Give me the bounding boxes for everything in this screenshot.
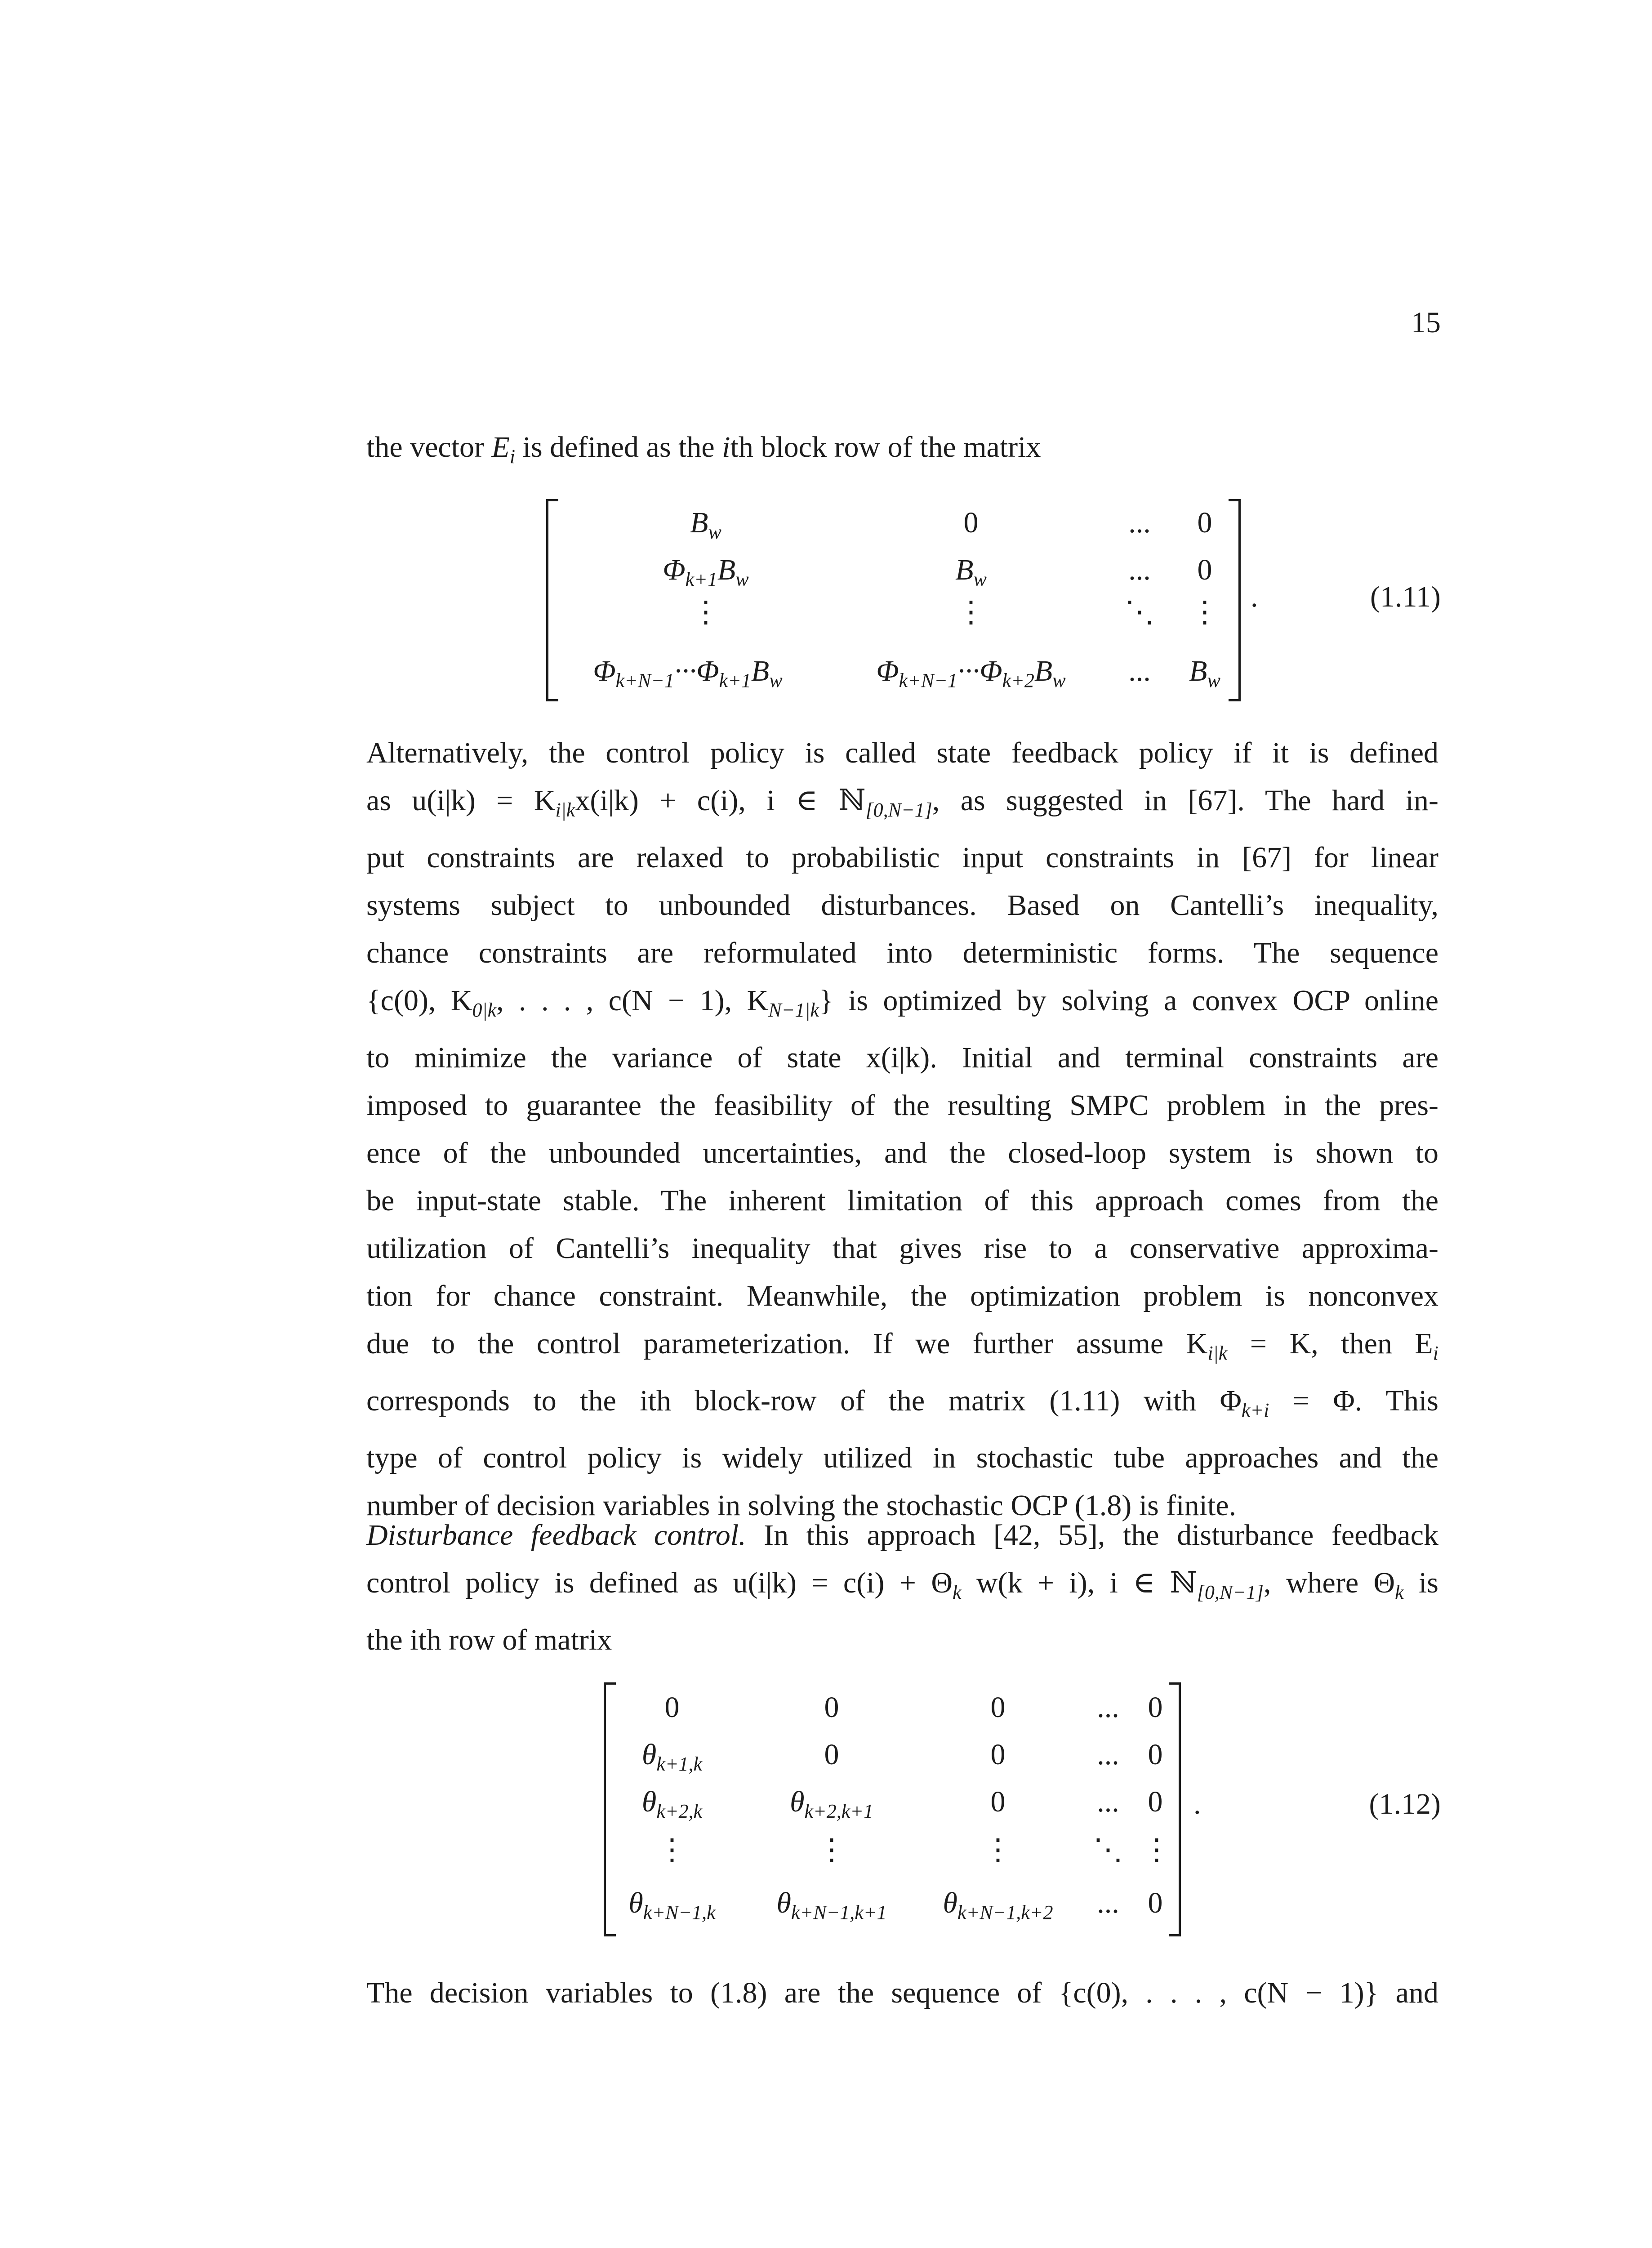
text-line: utilization of Cantelli’s inequality that gives rise to a conservative approxima- [366, 1232, 1438, 1265]
matrix-cell: 0 [963, 506, 979, 539]
text-line: the ith row of matrix [366, 1624, 612, 1656]
matrix-cell: ... [1128, 553, 1151, 586]
matrix-period: . [1251, 580, 1258, 613]
matrix-right-bracket [1169, 1682, 1181, 1936]
matrix-cell: ... [1128, 655, 1151, 687]
matrix-cell: $B_w$ [1189, 655, 1220, 691]
matrix-cell: $\theta_{k+2,k}$ [641, 1785, 703, 1822]
matrix-cell: $\theta_{k+1,k}$ [641, 1738, 703, 1775]
text-line: Alternatively, the control policy is called state feedback policy if it is defined [366, 736, 1438, 769]
equation-number-1-12: (1.12) [1369, 1788, 1441, 1820]
text-line: tion for chance constraint. Meanwhile, the optimization problem is nonconvex [366, 1280, 1438, 1312]
text-line: ence of the unbounded uncertainties, and the closed-loop system is shown to [366, 1137, 1438, 1169]
page-number: 15 [1411, 306, 1441, 339]
matrix-cell: ... [1097, 1738, 1119, 1771]
paragraph-heading: Disturbance feedback control. [366, 1519, 746, 1552]
matrix-cell: ⋮ [691, 596, 721, 629]
matrix-cell: 0 [990, 1785, 1006, 1818]
matrix-cell: 0 [1148, 1785, 1163, 1818]
text-line: control policy is defined as $u(i|k) = c(i) + \Theta_k$ w(k + i), i ∈ ℕ$_{[0,N-1]}$, where $\Theta_k$ is [366, 1566, 1438, 1603]
matrix-cell: 0 [1197, 506, 1212, 539]
text-line: number of decision variables in solving the stochastic OCP (1.8) is finite. [366, 1489, 1237, 1522]
matrix-cell: 0 [1148, 1691, 1163, 1724]
text-line: put constraints are relaxed to probabilistic input constraints in [67] for linear [366, 841, 1438, 874]
matrix-cell: ⋮ [1142, 1833, 1171, 1866]
text-line: corresponds to the ith block-row of the matrix (1.11) with $\Phi_{k+i} = \Phi$. This [366, 1384, 1438, 1421]
text-line: as $u(i|k) = K_{i|k}x(i|k) + c(i)$, i ∈ ℕ$_{[0,N-1]}$, as suggested in [67]. The hard in- [366, 784, 1438, 821]
matrix-cell: ... [1097, 1691, 1119, 1724]
matrix-cell: ⋱ [1093, 1833, 1123, 1866]
matrix-cell: ⋮ [1190, 596, 1220, 629]
matrix-cell: 0 [1197, 553, 1212, 586]
matrix-cell: $B_w$ [955, 553, 987, 590]
text-line: Disturbance feedback control. In this approach [42, 55], the disturbance feedback [366, 1519, 1438, 1552]
matrix-cell: ⋱ [1125, 596, 1154, 629]
matrix-cell: $\theta_{k+N-1,k+1}$ [776, 1887, 887, 1923]
matrix-period: . [1193, 1788, 1201, 1820]
matrix-cell: 0 [824, 1691, 839, 1724]
text-line: {c(0), $K_{0|k}$, . . . , c(N − 1), $K_{N-1|k}$} is optimized by solving a convex OCP online [366, 984, 1438, 1021]
equation-number-1-11: (1.11) [1370, 580, 1441, 613]
math-var-e: $E_i$ [491, 431, 516, 468]
matrix-cell: ⋮ [983, 1833, 1013, 1866]
intro-sentence: the vector $E_i$ is defined as the ith block row of the matrix [366, 431, 1041, 468]
text-line: due to the control parameterization. If we further assume $K_{i|k} = K$, then $E_i$ [366, 1327, 1438, 1364]
matrix-cell: ... [1128, 506, 1151, 539]
matrix-cell: $\Phi_{k+N-1}\cdot\cdot\cdot\Phi_{k+2}B_w$ [876, 655, 1066, 691]
matrix-cell: ⋮ [817, 1833, 846, 1866]
matrix-cell: 0 [990, 1738, 1006, 1771]
text-line: imposed to guarantee the feasibility of the resulting SMPC problem in the pres- [366, 1089, 1438, 1122]
matrix-cell: ... [1097, 1785, 1119, 1818]
matrix-cell: 0 [1148, 1887, 1163, 1919]
text-line: be input-state stable. The inherent limitation of this approach comes from the [366, 1184, 1438, 1217]
matrix-cell: 0 [990, 1691, 1006, 1724]
matrix-cell: ... [1097, 1887, 1119, 1919]
matrix-cell: $\theta_{k+N-1,k+2}$ [943, 1887, 1053, 1923]
matrix-cell: $\Phi_{k+1}B_w$ [663, 553, 749, 590]
matrix-cell: $\theta_{k+N-1,k}$ [628, 1887, 716, 1923]
matrix-cell: ⋮ [956, 596, 986, 629]
text-line: type of control policy is widely utilized in stochastic tube approaches and the [366, 1441, 1438, 1474]
text-line: chance constraints are reformulated into deterministic forms. The sequence [366, 937, 1438, 969]
matrix-cell: $B_w$ [690, 506, 721, 543]
matrix-cell: $\Phi_{k+N-1}\cdot\cdot\cdot\Phi_{k+1}B_w$ [593, 655, 783, 691]
matrix-cell: 0 [1148, 1738, 1163, 1771]
matrix-cell: 0 [824, 1738, 839, 1771]
matrix-cell: 0 [664, 1691, 680, 1724]
matrix-cell: $\theta_{k+2,k+1}$ [790, 1785, 873, 1822]
text-line: systems subject to unbounded disturbances. Based on Cantelli’s inequality, [366, 889, 1438, 922]
text-line-final: The decision variables to (1.8) are the sequence of {c(0), . . . , c(N − 1)} and [366, 1976, 1438, 2009]
matrix-cell: ⋮ [657, 1833, 687, 1866]
text-line: to minimize the variance of state x(i|k). Initial and terminal constraints are [366, 1041, 1438, 1074]
